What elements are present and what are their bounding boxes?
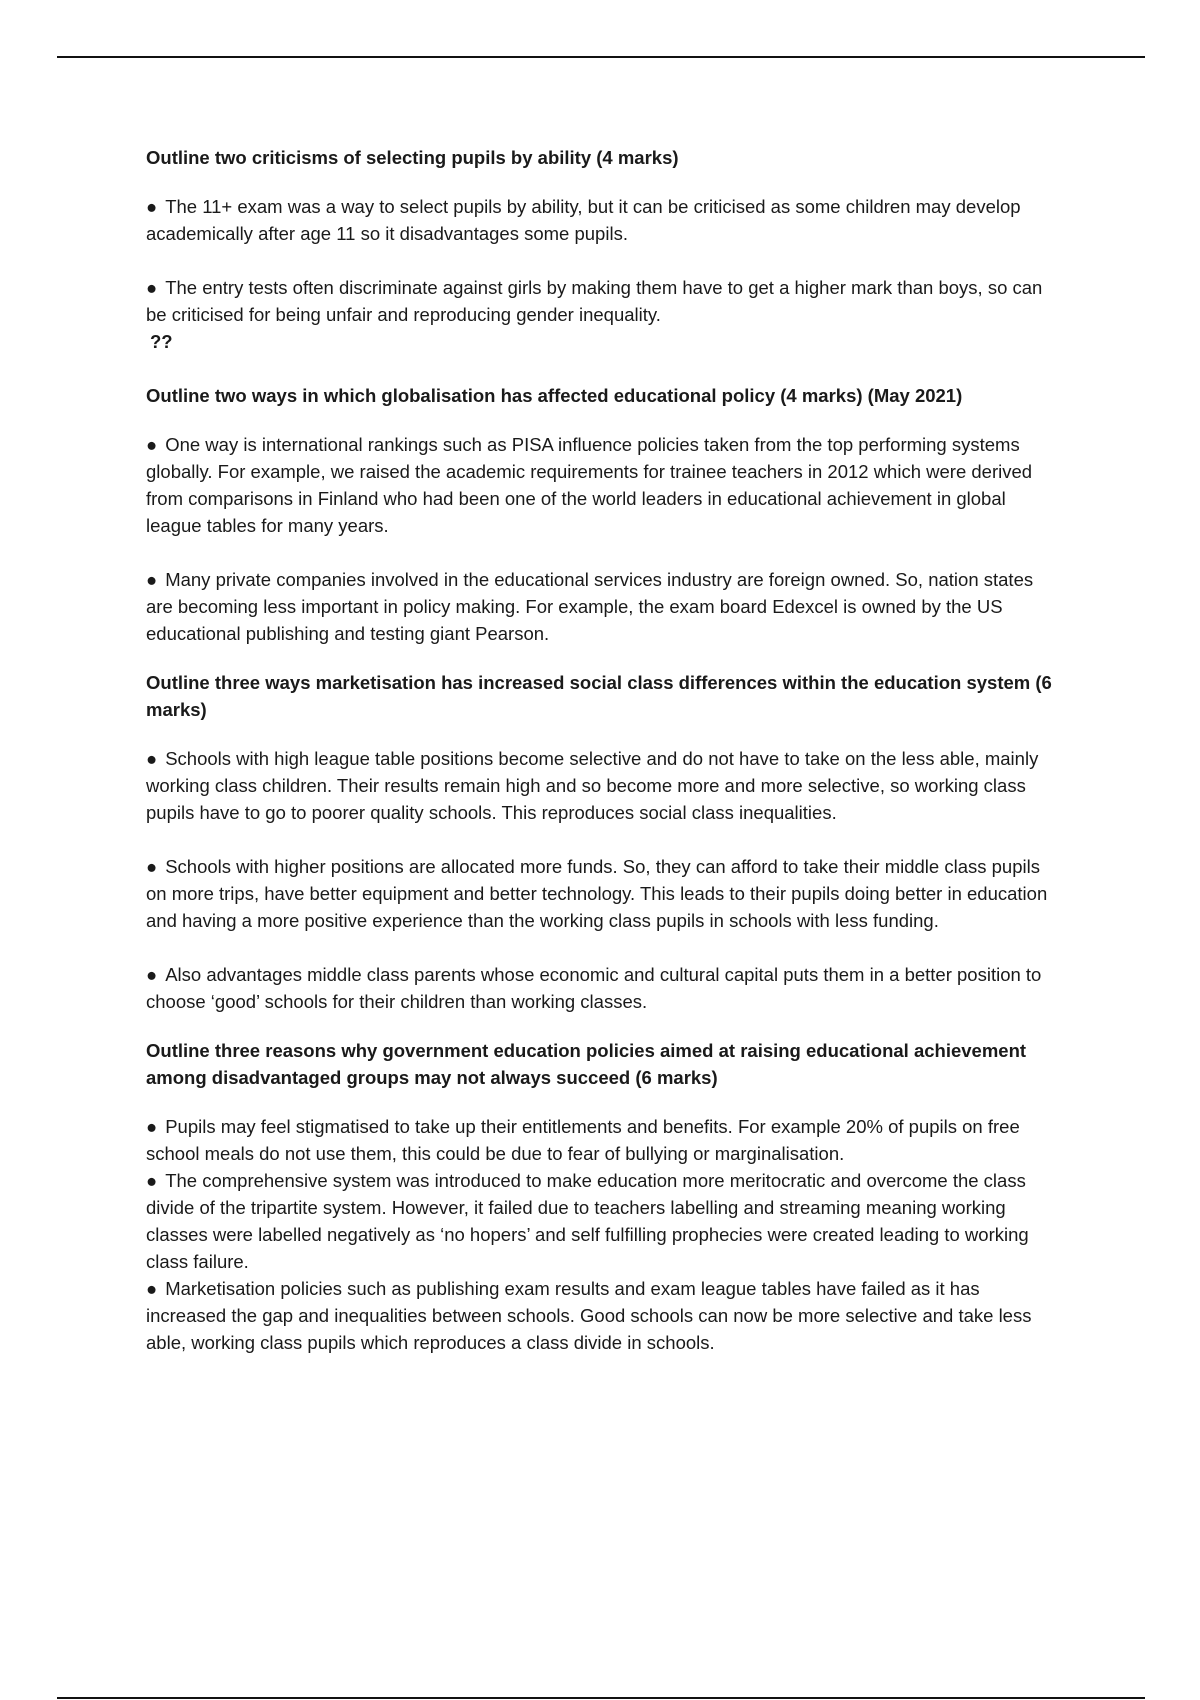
bullet-icon: ● (146, 196, 158, 217)
bullet-icon: ● (146, 748, 158, 769)
answer-text: The comprehensive system was introduced to make education more meritocratic and overcome the class divide of the tripartite system. However, it failed due to teachers labelling and streaming meaning working classes were labelled negatively as ‘no hopers’ and self fulfilling prophecies were created leading to working class failure. (146, 1170, 1029, 1272)
answer-text: The 11+ exam was a way to select pupils by ability, but it can be criticised as some children may develop academically after age 11 so it disadvantages some pupils. (146, 196, 1021, 244)
answer-text: Marketisation policies such as publishing exam results and exam league tables have failed as it has increased the gap and inequalities between schools. Good schools can now be more selective and take less able, working class pupils which reproduces a class divide in schools. (146, 1278, 1032, 1353)
question-heading: Outline three ways marketisation has increased social class differences within the education system (6 marks) (146, 672, 1052, 720)
question-mark-note (146, 328, 1056, 355)
bullet-icon: ● (146, 434, 158, 455)
answer-paragraph (146, 1275, 1056, 1356)
question-heading: Outline two criticisms of selecting pupils by ability (4 marks) (146, 147, 679, 168)
bullet-icon: ● (146, 1170, 158, 1191)
question-heading: Outline three reasons why government education policies aimed at raising educational achievement among disadvantaged groups may not always succeed (6 marks) (146, 1040, 1027, 1088)
note-text: ?? (150, 331, 173, 352)
answer-paragraph (146, 1113, 1056, 1167)
answer-paragraph (146, 431, 1056, 539)
bullet-icon: ● (146, 964, 158, 985)
answer-text: Schools with higher positions are allocated more funds. So, they can afford to take their middle class pupils on more trips, have better equipment and better technology. This leads to their pupils doing better in education and having a more positive experience than the working class pupils in schools with less funding. (146, 856, 1048, 931)
bullet-icon: ● (146, 1116, 158, 1137)
answer-text: The entry tests often discriminate against girls by making them have to get a higher mark than boys, so can be criticised for being unfair and reproducing gender inequality. (146, 277, 1043, 325)
answer-text: Schools with high league table positions become selective and do not have to take on the less able, mainly working class children. Their results remain high and so become more and more selective, so working class pupils have to go to poorer quality schools. This reproduces social class inequalities. (146, 748, 1039, 823)
answer-text: Also advantages middle class parents whose economic and cultural capital puts them in a better position to choose ‘good’ schools for their children than working classes. (146, 964, 1042, 1012)
top-rule (57, 56, 1145, 58)
answer-text: Many private companies involved in the educational services industry are foreign owned. So, nation states are becoming less important in policy making. For example, the exam board Edexcel is owned by the US educational publishing and testing giant Pearson. (146, 569, 1034, 644)
answer-paragraph (146, 193, 1056, 247)
bullet-icon: ● (146, 1278, 158, 1299)
answer-text: One way is international rankings such as PISA influence policies taken from the top performing systems globally. For example, we raised the academic requirements for trainee teachers in 2012 which were derived from comparisons in Finland who had been one of the world leaders in educational achievement in global league tables for many years. (146, 434, 1033, 536)
answer-paragraph (146, 745, 1056, 826)
question-heading: Outline two ways in which globalisation has affected educational policy (4 marks) (May 2021) (146, 385, 963, 406)
document-body (146, 144, 1056, 1356)
answer-paragraph (146, 961, 1056, 1015)
answer-text: Pupils may feel stigmatised to take up their entitlements and benefits. For example 20% of pupils on free school meals do not use them, this could be due to fear of bullying or marginalisation. (146, 1116, 1020, 1164)
answer-paragraph (146, 853, 1056, 934)
bullet-icon: ● (146, 856, 158, 877)
bullet-icon: ● (146, 277, 158, 298)
answer-paragraph (146, 566, 1056, 647)
bottom-rule (57, 1697, 1145, 1699)
bullet-icon: ● (146, 569, 158, 590)
answer-paragraph (146, 274, 1056, 328)
answer-paragraph (146, 1167, 1056, 1275)
